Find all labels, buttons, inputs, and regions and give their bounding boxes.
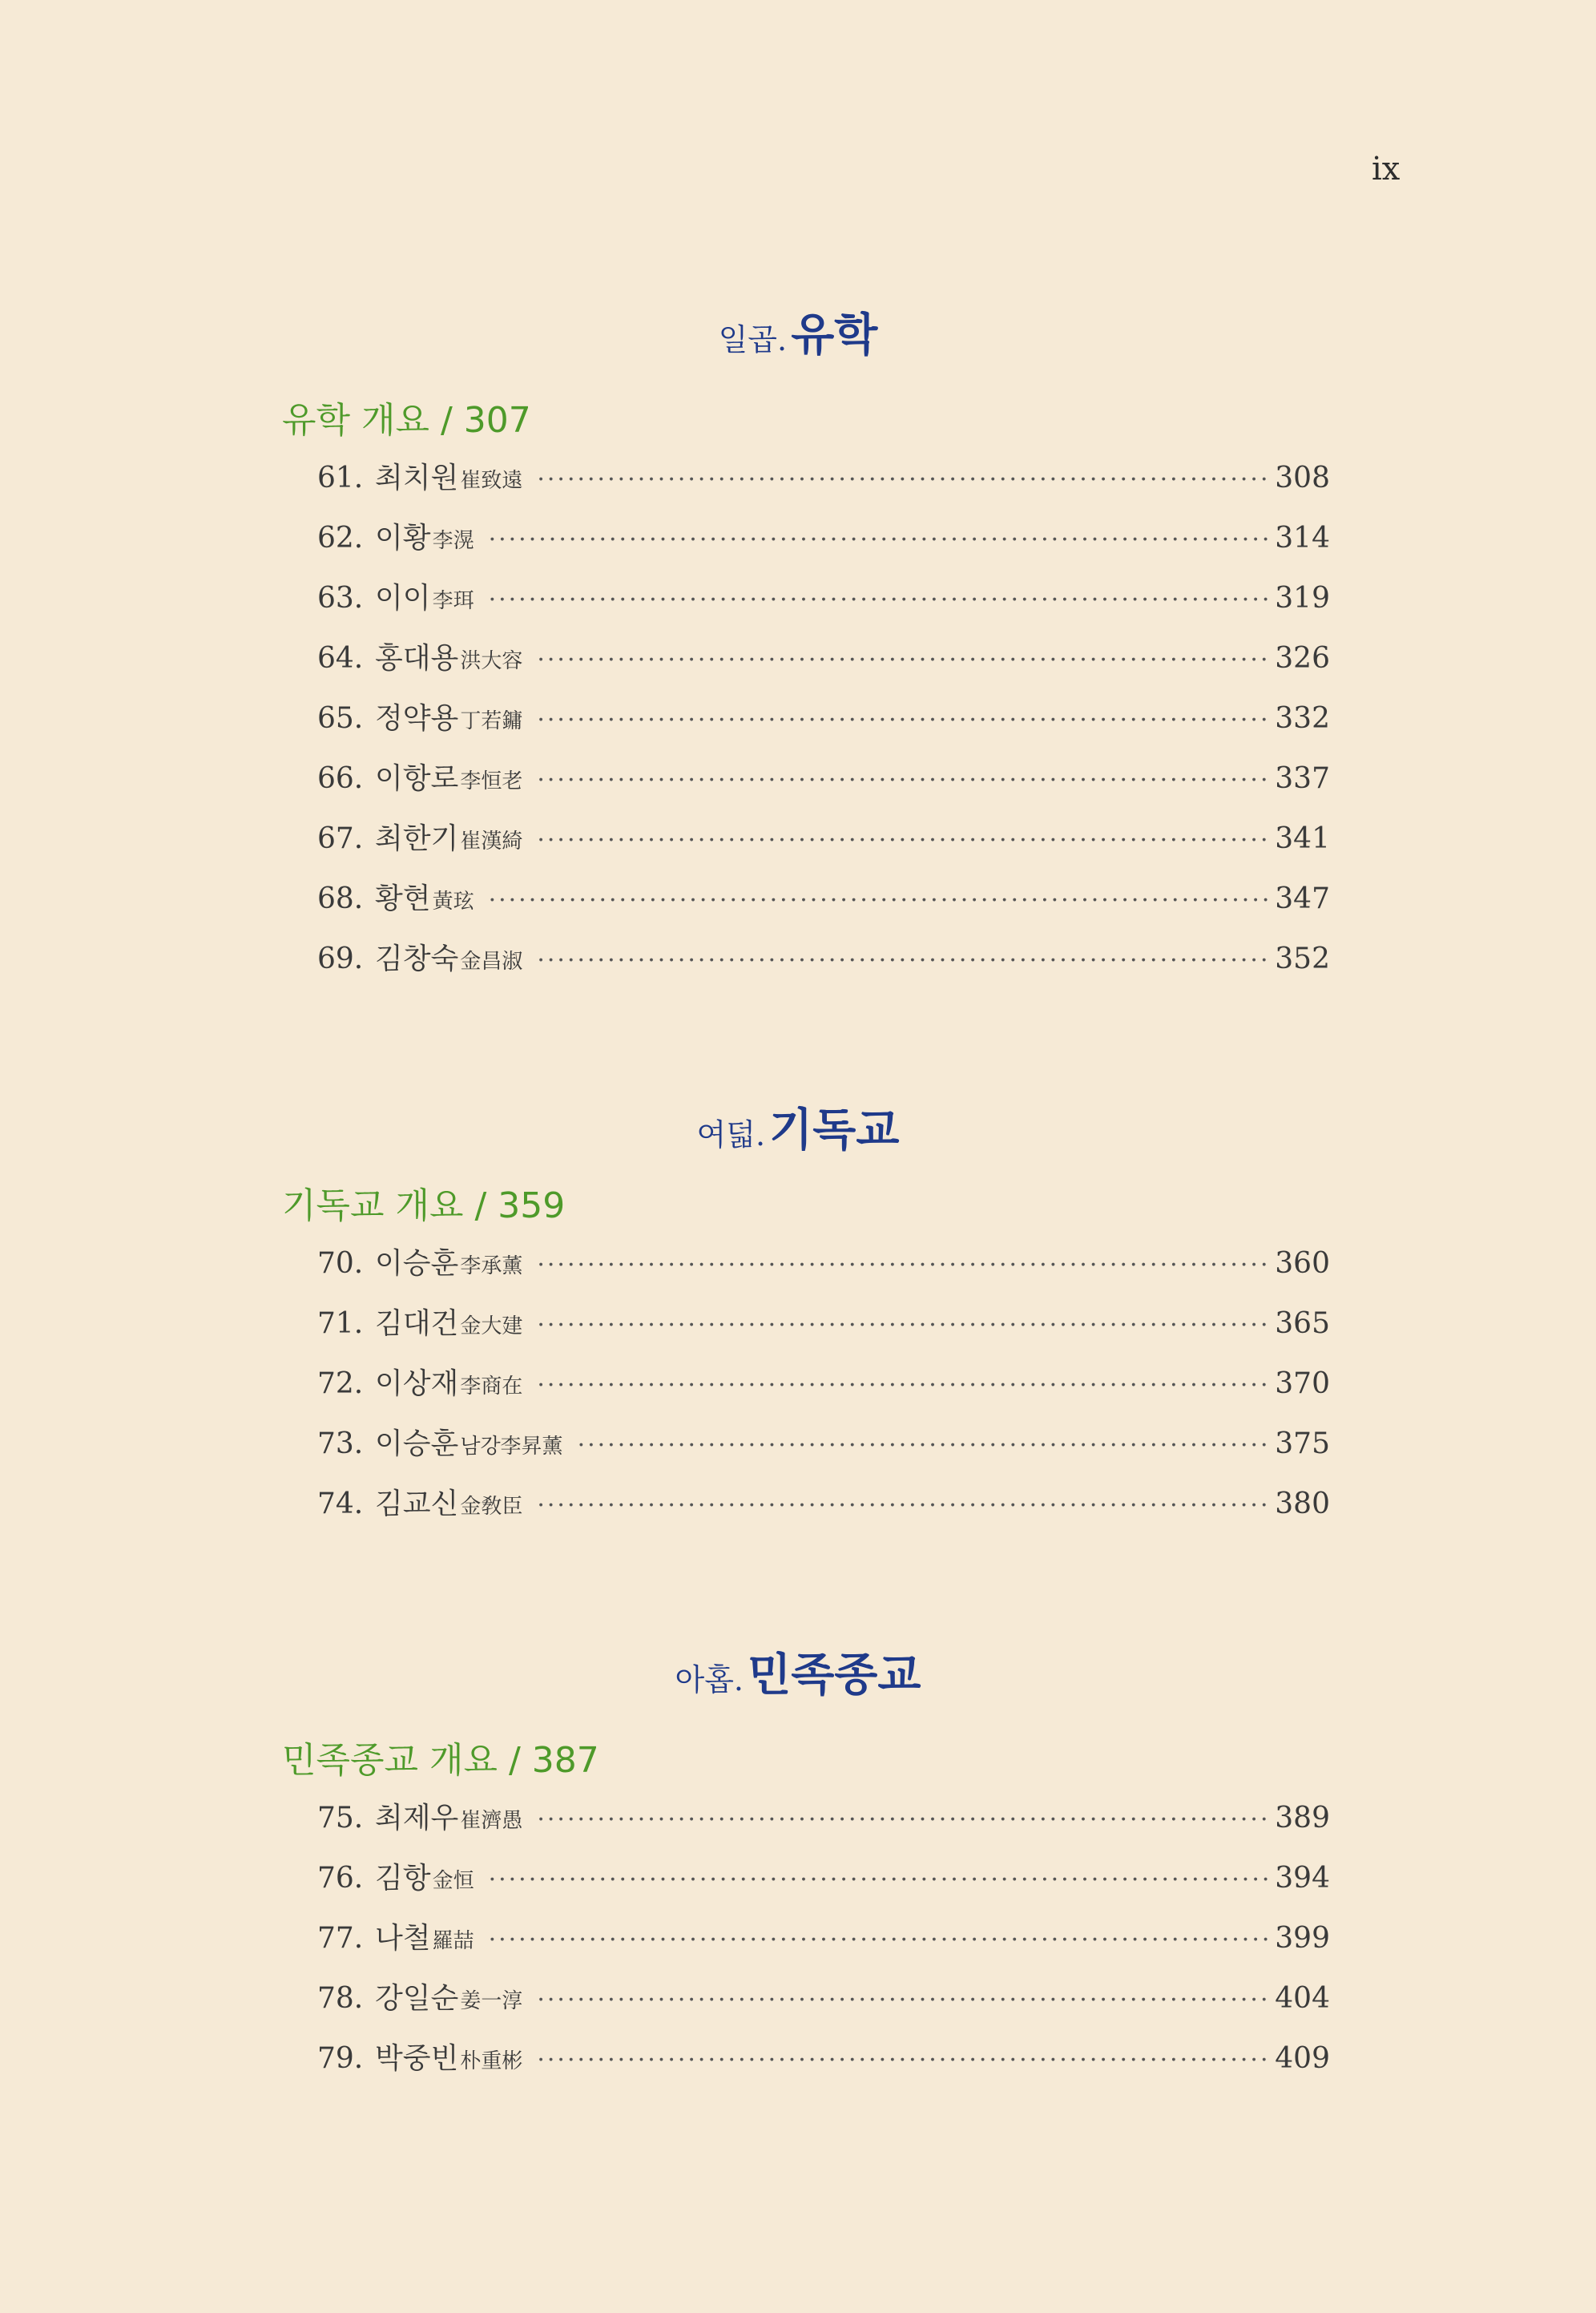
entry-name: 박중빈 [375,2042,459,2075]
entry-number: 73. [317,1427,364,1460]
entry-name: 정약용 [375,702,459,735]
entry-name: 이승훈 [375,1247,459,1280]
entry-number: 74. [317,1488,364,1520]
toc-entry[interactable] [317,1361,1330,1402]
entry-page: 404 [1275,1982,1330,2015]
entry-number: 72. [317,1367,364,1400]
entry-page: 308 [1275,462,1330,494]
entry-hanja: 金昌淑 [460,950,523,974]
entry-page: 347 [1275,882,1330,915]
entry-number: 64. [317,642,364,675]
entry-page: 365 [1275,1307,1330,1340]
entry-page: 399 [1275,1922,1330,1955]
entry-number: 67. [317,822,364,855]
entry-name: 최제우 [375,1802,459,1835]
part-title [0,1640,1596,1704]
leader-dots [537,947,1270,975]
entry-name: 김대건 [375,1307,459,1340]
toc-entry[interactable] [317,1855,1330,1896]
entry-hanja: 黃玹 [432,890,474,914]
entry-number: 62. [317,522,364,555]
part-title [0,300,1596,364]
part-name: 유학 [791,309,878,361]
entry-hanja: 李滉 [432,529,474,553]
entry-hanja: 李商在 [460,1374,523,1399]
page-number: ix [1372,151,1401,188]
entry-page: 409 [1275,2042,1330,2075]
entry-hanja: 李珥 [432,589,474,613]
entry-page: 375 [1275,1427,1330,1460]
leader-dots [537,1311,1270,1339]
entry-name: 나철 [375,1922,431,1955]
leader-dots [489,1866,1271,1894]
toc-entry[interactable] [317,756,1330,797]
entry-name: 홍대용 [375,642,459,675]
leader-dots [537,706,1270,734]
toc-entry[interactable] [317,1915,1330,1956]
entry-page: 380 [1275,1488,1330,1520]
leader-dots [537,826,1270,854]
entry-number: 76. [317,1862,364,1895]
entry-number: 78. [317,1982,364,2015]
entry-page: 326 [1275,642,1330,675]
entry-number: 65. [317,702,364,735]
entry-name: 이황 [375,522,431,555]
entry-hanja: 丁若鏞 [460,709,523,733]
entry-number: 66. [317,762,364,795]
toc-entry[interactable] [317,1301,1330,1342]
leader-dots [537,2046,1270,2074]
entry-page: 389 [1275,1802,1330,1835]
entry-name: 김항 [375,1862,431,1895]
entry-page: 319 [1275,582,1330,615]
entry-hanja: 金恒 [432,1869,474,1893]
toc-entry[interactable] [317,936,1330,977]
entry-hanja: 羅喆 [432,1929,474,1953]
section-overview: 민족종교 개요 / 387 [282,1740,599,1781]
entry-number: 61. [317,462,364,494]
part-prefix: 일곱. [718,322,788,357]
leader-dots [537,646,1270,674]
part-prefix: 아홉. [675,1662,744,1697]
toc-entry[interactable] [317,1241,1330,1282]
leader-dots [578,1431,1271,1459]
entry-page: 314 [1275,522,1330,555]
entry-number: 77. [317,1922,364,1955]
entry-name: 최한기 [375,822,459,855]
entry-hanja: 金大建 [460,1314,523,1338]
part-prefix: 여덟. [696,1117,766,1152]
entry-hanja: 洪大容 [460,649,523,673]
part-name: 기독교 [769,1104,900,1156]
entry-page: 337 [1275,762,1330,795]
leader-dots [537,1492,1270,1520]
toc-entry[interactable] [317,816,1330,857]
leader-dots [537,466,1270,494]
entry-number: 68. [317,882,364,915]
entry-hanja: 남강李昇薰 [460,1435,563,1459]
entry-hanja: 李承薰 [460,1254,523,1278]
section-overview: 유학 개요 / 307 [282,400,531,441]
toc-entry[interactable] [317,2036,1330,2077]
section-overview: 기독교 개요 / 359 [282,1185,566,1226]
entry-page: 360 [1275,1247,1330,1280]
leader-dots [489,1926,1271,1954]
toc-entry[interactable] [317,1421,1330,1462]
leader-dots [537,1371,1270,1399]
entry-name: 황현 [375,882,431,915]
entry-page: 341 [1275,822,1330,855]
toc-entry[interactable] [317,636,1330,676]
entry-name: 김교신 [375,1488,459,1520]
entry-name: 강일순 [375,1982,459,2015]
toc-entry[interactable] [317,876,1330,917]
part-name: 민족종교 [748,1649,921,1701]
entry-hanja: 李恒老 [460,769,523,793]
entry-name: 이항로 [375,762,459,795]
entry-page: 394 [1275,1862,1330,1895]
entry-name: 이승훈 [375,1427,459,1460]
entry-hanja: 金敎臣 [460,1495,523,1519]
toc-entry[interactable] [317,575,1330,616]
entry-number: 63. [317,582,364,615]
entry-number: 71. [317,1307,364,1340]
toc-entry[interactable] [317,1481,1330,1522]
entry-hanja: 崔漢綺 [460,830,523,854]
entry-name: 이상재 [375,1367,459,1400]
entry-page: 352 [1275,943,1330,975]
entry-number: 79. [317,2042,364,2075]
entry-hanja: 崔濟愚 [460,1809,523,1833]
toc-entry[interactable] [317,1795,1330,1836]
toc-entry[interactable] [317,1976,1330,2016]
leader-dots [489,526,1271,554]
entry-number: 75. [317,1802,364,1835]
entry-page: 370 [1275,1367,1330,1400]
entry-name: 이이 [375,582,431,615]
entry-name: 김창숙 [375,943,459,975]
entry-hanja: 崔致遠 [460,469,523,493]
part-title [0,1095,1596,1159]
leader-dots [537,1806,1270,1834]
entry-page: 332 [1275,702,1330,735]
entry-number: 69. [317,943,364,975]
leader-dots [489,886,1271,914]
leader-dots [537,1986,1270,2014]
toc-entry[interactable] [317,455,1330,496]
toc-entry[interactable] [317,696,1330,737]
leader-dots [537,766,1270,794]
entry-number: 70. [317,1247,364,1280]
toc-entry[interactable] [317,515,1330,556]
leader-dots [489,586,1271,614]
entry-hanja: 姜一淳 [460,1989,523,2013]
leader-dots [537,1251,1270,1279]
entry-name: 최치원 [375,462,459,494]
entry-hanja: 朴重彬 [460,2049,523,2073]
